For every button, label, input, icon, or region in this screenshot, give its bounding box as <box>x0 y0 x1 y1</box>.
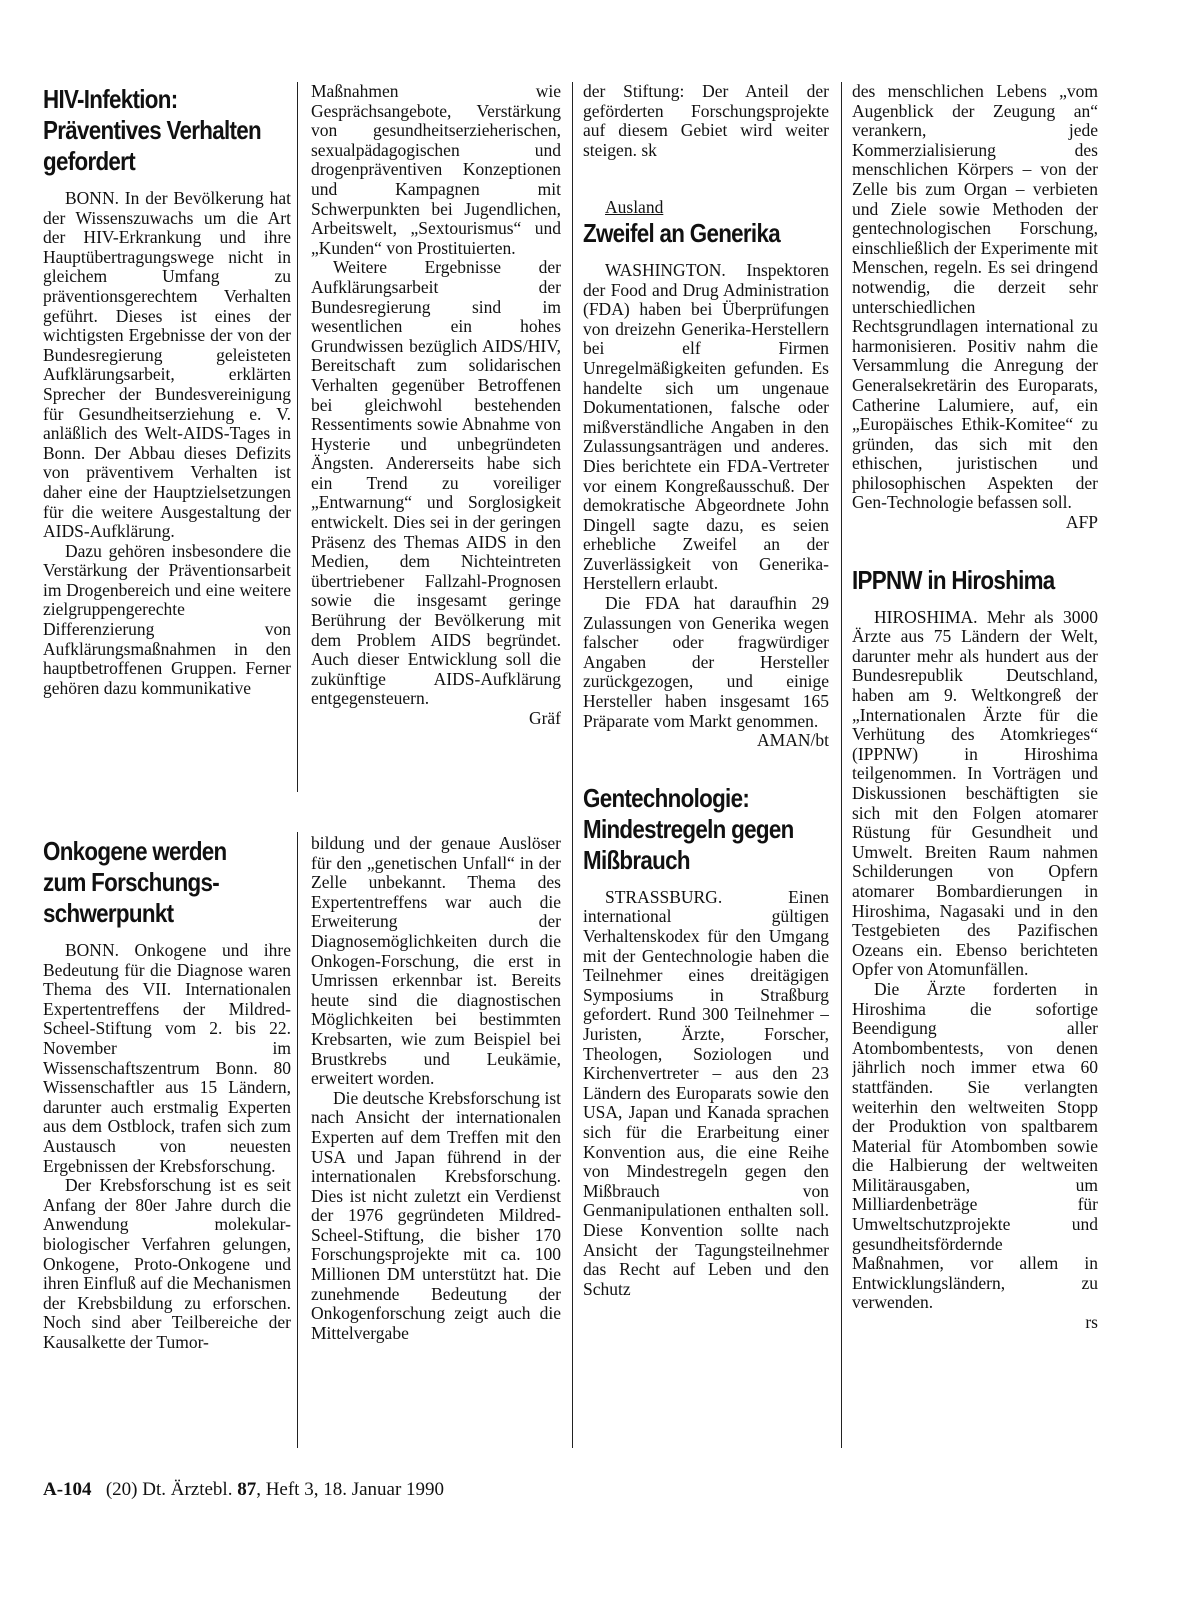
author-signature: AMAN/bt <box>757 730 829 751</box>
paragraph: BONN. Onkogene und ihre Bedeutung für die Diagnose waren Thema des VII. Internationalen Expertentreffens der Mildred-Scheel-Stiftung vom 2. bis 22. November im Wissenschaftszentrum Bonn. 80 Wissenschaftler aus 15 Ländern, darunter auch erstmalig Experten aus dem Ostblock, trafen sich zum Austausch von neuesten Ergebnissen der Krebsforschung. <box>43 940 291 1176</box>
volume-number: 87 <box>237 1479 257 1500</box>
paragraph: BONN. In der Bevölkerung hat der Wissenszuwachs um die Art der HIV-Erkrankung und ihre Hauptübertragungswege nicht in gleichem Umfang zu präventionsgerechtem Verhalten geführt. Dieses ist eines der wichtigsten Ergebnisse der von der Bundesregierung geleisteten Aufklärungsarbeit, erklärten Sprecher der Bundesvereinigung für Gesundheitserziehung e. V. anläßlich des Welt-AIDS-Tages in Bonn. Der Abbau dieses Defizits von präventivem Verhalten ist daher eine der Hauptzielsetzungen für die weitere Ausgestaltung der AIDS-Aufklärung. <box>43 188 291 542</box>
paragraph: WASHINGTON. Inspektoren der Food and Drug Administration (FDA) haben bei Überprüfungen von dreizehn Generika-Herstellern bei elf Firmen Unregelmäßigkeiten gefunden. Es handelte sich um ungenaue Dokumentationen, falsche oder mißverständliche Angaben in den Zulassungsanträgen und anderes. Dies berichtete ein FDA-Vertreter vor einem Kongreßausschuß. Der demokratische Abgeordnete John Dingell sagte dazu, es seien erhebliche Zweifel an der Zuverlässigkeit von Generika-Herstellern erlaubt. <box>583 259 829 594</box>
headline-ippnw: IPPNW in Hiroshima <box>852 564 1055 595</box>
paragraph: Die Ärzte forderten in Hiroshima die sofortige Beendigung aller Atombombentests, von denen jährlich noch immer etwa 60 stattfänden. Sie verlangten weiterhin den weltweiten Stopp der Produktion von spaltbarem Material für Atombomben sowie die Halbierung der weltweiten Militärausgaben, um Milliardenbeträge für Umweltschutzprojekte und gesundheitsfördernde Maßnahmen, vor allem in Entwicklungsländern, zu verwenden. <box>852 978 1098 1313</box>
citation-suffix: , Heft 3, 18. Januar 1990 <box>256 1479 445 1500</box>
page-footer <box>43 1479 444 1501</box>
article-onkogene <box>43 836 291 1352</box>
article-hiv <box>43 84 291 698</box>
column-4 <box>852 82 1098 1333</box>
author-signature: rs <box>1085 1312 1098 1333</box>
paragraph: Weitere Ergebnisse der Aufklärungsarbeit der Bundesregierung sind im wesentlichen ein hohes Grundwissen bezüglich AIDS/HIV, Bereitschaft zum solidarischen Verhalten gegenüber Betroffenen bei gleichwohl bestehenden Ressentiments sowie Abnahme von Hysterie und unbegründeten Ängsten. Andererseits habe sich ein Trend zu voreiliger „Entwarnung“ und Sorglosigkeit entwickelt. Dies sei in der geringen Präsenz des Themas AIDS in den Medien, dem Nichteintreten übertriebener Fallzahl-Prognosen sowie die insgesamt geringe Berührung der Bevölkerung mit dem Problem AIDS begründet. Auch dieser Entwicklung soll die zukünftige AIDS-Aufklärung entgegensteuern. <box>311 257 561 709</box>
paragraph: Maßnahmen wie Gesprächsangebote, Verstärkung von gesundheitserzieherischen, sexualpädagogischen und drogenpräventiven Konzeptionen und Kampagnen mit Schwerpunkten bei Jugendlichen, Arbeitswelt, „Sextourismus“ und „Kunden“ von Prostituierten. <box>311 82 561 258</box>
paragraph: bildung und der genaue Auslöser für den „genetischen Unfall“ in der Zelle unbekannt. Thema des Expertentreffens war auch die Erweiterung der Diagnosemöglichkeiten durch die Onkogen-Forschung, die erst in Umrissen erkennbar ist. Bereits heute sind die diagnostischen Möglichkeiten bei bestimmten Krebsarten, wie zum Beispiel bei Brustkrebs und Leukämie, erweitert worden. <box>311 834 561 1089</box>
headline-gentechnologie: Gentechnologie: Mindestregeln gegen Mißbrauch <box>583 782 794 875</box>
paragraph: STRASSBURG. Einen international gültigen Verhaltenskodex für den Umgang mit der Gentechnologie haben die Teilnehmer eines dreitägigen Symposiums in Straßburg gefordert. Rund 300 Teilnehmer – Juristen, Ärzte, Forscher, Theologen, Soziologen und Kirchenvertreter – aus den 23 Ländern des Europarats sowie den USA, Japan und Kanada sprachen sich für die Erarbeitung einer Konvention aus, die eine Reihe von Mindestregeln gegen den Mißbrauch von Genmanipulationen enthalten soll. Diese Konvention sollte nach Ansicht der Tagungsteilnehmer das Recht auf Leben und den Schutz <box>583 886 829 1299</box>
article-hiv-continued <box>311 82 561 729</box>
column-3 <box>583 82 829 1299</box>
column-rule <box>841 82 842 1448</box>
citation-prefix: (20) Dt. Ärztebl. <box>105 1479 233 1500</box>
column-rule <box>572 82 573 1448</box>
paragraph: Dazu gehören insbesondere die Verstärkung der Präventionsarbeit im Drogenbereich und eine weitere zielgruppengerechte Differenzierung von Aufklärungsmaßnahmen in den hauptbetroffenen Gruppen. Ferner gehören dazu kommunikative <box>43 540 291 698</box>
section-label-ausland: Ausland <box>605 197 664 218</box>
column-rule <box>297 832 298 1448</box>
headline-onkogene: Onkogene werden zum Forschungs- schwerpunkt <box>43 836 227 928</box>
paragraph: Die FDA hat daraufhin 29 Zulassungen von Generika wegen falscher oder fragwürdiger Angaben der Hersteller zurückgezogen, und einige Hersteller haben insgesamt 165 Präparate vom Markt genommen. <box>583 593 829 731</box>
paragraph: HIROSHIMA. Mehr als 3000 Ärzte aus 75 Ländern der Welt, darunter mehr als hundert aus der Bundesrepublik Deutschland, haben am 9. Weltkongreß der „Internationalen Ärzte für die Verhütung des Atomkrieges“ (IPPNW) in Hiroshima teilgenommen. In Vorträgen und Diskussionen beschäftigten sie sich mit den Folgen atomarer Rüstung für Gesundheit und Umwelt. Breiten Raum nahmen Schilderungen von Opfern atomarer Bombardierungen in Hiroshima, Nagasaki und in den Testgebieten des Pazifischen Ozeans ein. Ebenso berichteten Opfer von Atomunfällen. <box>852 606 1098 980</box>
paragraph: der Stiftung: Der Anteil der geförderten Forschungsprojekte auf diesem Gebiet wird weiter steigen. sk <box>583 82 829 160</box>
author-signature: AFP <box>1065 512 1098 533</box>
article-onkogene-continued <box>311 834 561 1343</box>
author-signature: Gräf <box>528 708 561 728</box>
paragraph: Die deutsche Krebsforschung ist nach Ansicht der internationalen Experten auf dem Treffen mit den USA und Japan führend in der internationalen Krebsforschung. Dies ist nicht zuletzt ein Verdienst der 1976 gegründeten Mildred-Scheel-Stiftung, die bisher 170 Forschungsprojekte mit ca. 100 Millionen DM unterstützt hat. Die zunehmende Bedeutung der Onkogenforschung zeigt auch die Mittelvergabe <box>311 1087 561 1343</box>
paragraph: des menschlichen Lebens „vom Augenblick der Zeugung an“ verankern, jede Kommerzialisierung des menschlichen Körpers – von der Zelle bis zum Organ – verbieten und Ziele sowie Methoden der gentechnologischen Forschung, einschließlich der Experimente mit Menschen, regeln. Es sei dringend notwendig, die derzeit sehr unterschiedlichen Rechtsgrundlagen international zu harmonisieren. Positiv nahm die Versammlung die Anregung der Generalsekretärin des Europarats, Catherine Lalumiere, auf, ein „Europäisches Ethik-Komitee“ zu gründen, das sich mit den ethischen, juristischen und philosophischen Aspekten der Gen-Technologie befassen soll. <box>852 82 1098 513</box>
headline-hiv: HIV-Infektion: Präventives Verhalten gefordert <box>43 84 261 176</box>
column-rule <box>297 82 298 792</box>
headline-generika: Zweifel an Generika <box>583 217 780 248</box>
paragraph: Der Krebsforschung ist es seit Anfang der 80er Jahre durch die Anwendung molekular-biologischer Verfahren gelungen, Onkogene, Proto-Onkogene und ihren Einfluß auf die Mechanismen der Krebsbildung zu erforschen. Noch sind aber Teilbereiche der Kausalkette der Tumor- <box>43 1175 291 1352</box>
page-number: A-104 <box>43 1479 92 1500</box>
